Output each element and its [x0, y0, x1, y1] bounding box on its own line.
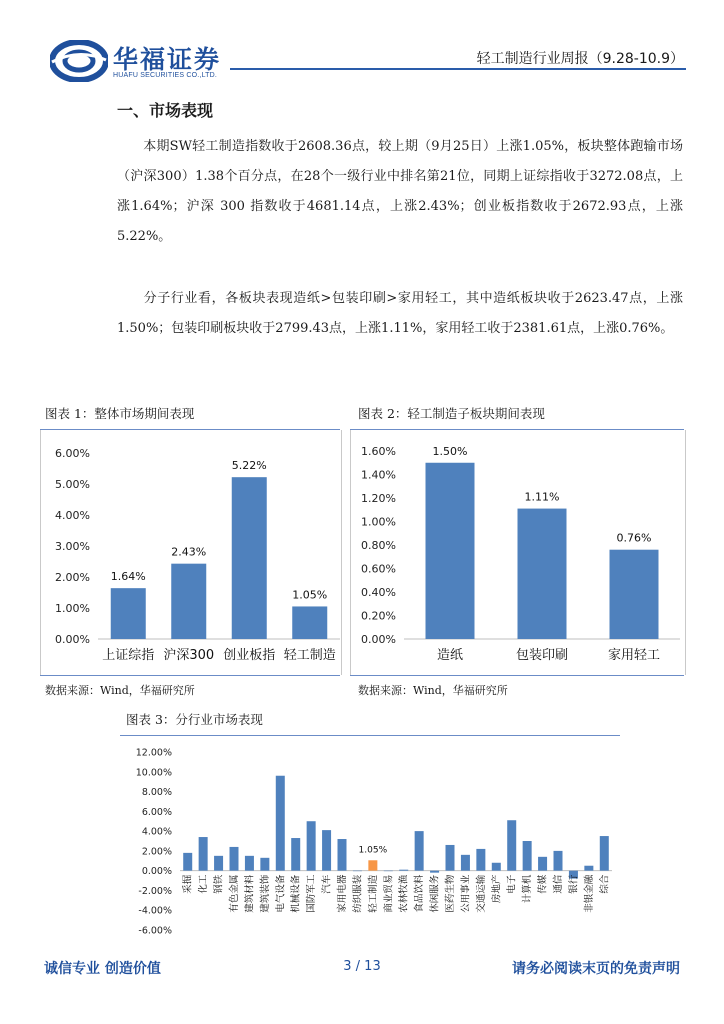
chart-3-category-label: 银行 [568, 874, 580, 894]
chart-3-bar [214, 856, 223, 871]
chart-3-bar [307, 821, 316, 870]
chart-3-category-label: 计算机 [522, 874, 534, 904]
chart-3-bar [523, 841, 532, 871]
chart-3-bar [199, 837, 208, 871]
chart-3-category-label: 纺织服装 [352, 874, 364, 913]
chart-3-category-label: 通信 [553, 874, 564, 894]
chart-2-data-label: 0.76% [616, 531, 652, 545]
report-title: 轻工制造行业周报（9.28-10.9） [476, 51, 684, 67]
chart-2-category-label: 包装印刷 [515, 648, 569, 663]
chart-3-category-label: 建筑材料 [244, 874, 256, 913]
chart-3-ytick: 2.00% [141, 846, 172, 858]
chart-2-ytick: 0.80% [361, 539, 396, 552]
paragraph-1-text: 本期SW轻工制造指数收于2608.36点，较上期（9月25日）上涨1.05%，板块整体跑输市场（沪深300）1.38个百分点，在28个一级行业中排名第21位，同期上证综指收于3272.08点，上涨1.64%；沪深 300 指数收于4681.14点，上涨2.43%；创业板指数收于2672.93点，上涨5.22%。 [117, 139, 683, 244]
chart-3-bar [554, 851, 563, 871]
chart-3-category-label: 采掘 [182, 874, 194, 894]
chart-2-category-label: 造纸 [436, 648, 464, 663]
chart-3-bar [260, 858, 269, 871]
chart-3-category-label: 机械设备 [290, 874, 302, 913]
chart-3-category-label: 公用事业 [460, 874, 472, 913]
chart-3-bar [230, 847, 239, 871]
chart-2-ytick: 0.00% [361, 633, 396, 646]
chart-3-ytick: -6.00% [138, 925, 172, 937]
chart-3-bar [461, 855, 470, 871]
chart-3-bar [476, 849, 485, 871]
chart-3-category-label: 医药生物 [445, 874, 456, 913]
chart-1-ytick: 0.00% [55, 633, 90, 646]
section-title: 一、市场表现 [117, 101, 214, 120]
chart-3-bar [600, 836, 609, 871]
chart-1-category-label: 轻工制造 [283, 648, 336, 663]
chart-3-category-label: 建筑装饰 [259, 874, 271, 913]
chart-1-data-label: 1.64% [110, 570, 146, 584]
figure-1-source: 数据来源：Wind，华福研究所 [45, 684, 195, 697]
figure-2-title: 图表 2：轻工制造子板块期间表现 [358, 406, 545, 421]
figure-1-bottom-rule [40, 675, 340, 676]
chart-3-ytick: 10.00% [135, 767, 172, 779]
chart-3-category-label: 轻工制造 [367, 874, 379, 913]
figure-1-title: 图表 1：整体市场期间表现 [45, 406, 195, 421]
chart-3-ytick: 12.00% [135, 747, 172, 759]
brand-name: 华福证券 [113, 45, 222, 74]
paragraph-2 [117, 284, 683, 344]
brand-subtitle: HUAFU SECURITIES CO.,LTD. [113, 72, 218, 79]
chart-2-category-label: 家用轻工 [607, 648, 661, 663]
chart-3-bar [368, 860, 377, 870]
chart-1-bar [111, 588, 146, 639]
chart-1-bar [171, 564, 206, 639]
chart-3-bar [584, 866, 593, 871]
chart-2 [350, 430, 684, 675]
chart-1-bar [232, 477, 267, 639]
chart-1-ytick: 3.00% [55, 540, 90, 553]
footer-slogan: 诚信专业 创造价值 [44, 961, 161, 977]
chart-3-category-label: 房地产 [491, 874, 503, 904]
chart-3-bar [492, 863, 501, 871]
chart-1-ytick: 4.00% [55, 509, 90, 522]
figure-2-bottom-rule [350, 675, 684, 676]
chart-3-category-label: 电气设备 [275, 874, 287, 913]
chart-1-data-label: 2.43% [171, 545, 207, 559]
chart-3-bar [183, 853, 192, 871]
chart-3-category-label: 钢铁 [213, 874, 225, 894]
chart-3-bar [291, 838, 300, 871]
chart-3-bar [507, 820, 516, 870]
footer-disclaimer: 请务必阅读末页的免责声明 [512, 961, 680, 977]
chart-1-category-label: 沪深300 [163, 648, 215, 663]
chart-3 [120, 740, 620, 940]
chart-2-data-label: 1.11% [524, 490, 560, 504]
chart-3-bar [538, 857, 547, 871]
chart-2-ytick: 1.20% [361, 492, 396, 505]
chart-3-category-label: 非银金融 [583, 874, 595, 913]
chart-3-ytick: 0.00% [141, 866, 172, 878]
chart-2-data-label: 1.50% [432, 444, 468, 458]
chart-3-bar [276, 776, 285, 871]
chart-3-ytick: -4.00% [138, 905, 172, 917]
chart-3-ytick: 4.00% [141, 826, 172, 838]
chart-2-ytick: 0.60% [361, 562, 396, 576]
chart-3-bar [399, 870, 408, 871]
figure-3-title: 图表 3：分行业市场表现 [126, 712, 263, 727]
chart-3-category-label: 汽车 [321, 874, 333, 894]
page-number: 3 / 13 [343, 959, 381, 974]
brand-logo [50, 40, 108, 82]
chart-3-bar [384, 871, 393, 872]
chart-2-ytick: 1.40% [361, 468, 396, 482]
chart-3-category-label: 电子 [506, 874, 518, 894]
chart-2-ytick: 1.60% [361, 445, 396, 458]
chart-3-bar [446, 845, 455, 871]
chart-1 [40, 430, 340, 675]
chart-2-bar [610, 550, 659, 639]
chart-2-bar [518, 509, 567, 639]
paragraph-2-text: 分子行业看，各板块表现造纸>包装印刷>家用轻工，其中造纸板块收于2623.47点，上涨1.50%；包装印刷板块收于2799.43点，上涨1.11%，家用轻工收于2381.61点，上涨0.76%。 [117, 291, 683, 336]
chart-3-ytick: 6.00% [141, 806, 172, 818]
chart-3-bar [353, 871, 362, 872]
chart-3-category-label: 传媒 [537, 874, 549, 894]
chart-3-data-label: 1.05% [358, 845, 388, 856]
chart-1-data-label: 5.22% [231, 459, 267, 473]
chart-3-category-label: 农林牧渔 [398, 874, 410, 913]
chart-1-category-label: 上证综指 [102, 648, 155, 663]
chart-1-data-label: 1.05% [292, 588, 328, 602]
chart-1-ytick: 2.00% [55, 571, 90, 584]
chart-1-category-label: 创业板指 [223, 648, 276, 663]
chart-1-bar [292, 606, 327, 639]
chart-3-category-label: 休闲服务 [429, 874, 441, 913]
figure-3-rule [120, 735, 620, 736]
chart-3-bar [415, 831, 424, 871]
chart-3-category-label: 有色金属 [229, 874, 240, 913]
chart-3-ytick: -2.00% [138, 885, 172, 897]
chart-3-ytick: 8.00% [141, 787, 172, 799]
chart-3-category-label: 综合 [599, 874, 611, 894]
figure-2-source: 数据来源：Wind，华福研究所 [358, 684, 508, 697]
chart-3-bar [338, 839, 347, 871]
chart-3-bar [245, 856, 254, 871]
paragraph-1 [117, 132, 683, 252]
chart-2-ytick: 1.00% [361, 515, 396, 529]
chart-3-category-label: 商业贸易 [383, 874, 395, 913]
chart-2-ytick: 0.20% [361, 609, 396, 623]
chart-3-category-label: 家用电器 [337, 874, 348, 913]
chart-2-bar [426, 463, 475, 639]
chart-3-category-label: 交通运输 [475, 874, 487, 913]
chart-3-bar [322, 830, 331, 871]
chart-1-ytick: 1.00% [55, 602, 90, 615]
header-divider [230, 68, 686, 70]
chart-3-category-label: 食品饮料 [414, 874, 426, 913]
chart-3-category-label: 国防军工 [306, 874, 318, 913]
chart-2-ytick: 0.40% [361, 586, 396, 599]
chart-3-bar [430, 871, 439, 873]
chart-3-category-label: 化工 [198, 874, 210, 894]
chart-1-ytick: 5.00% [55, 478, 90, 491]
chart-1-ytick: 6.00% [55, 447, 90, 460]
